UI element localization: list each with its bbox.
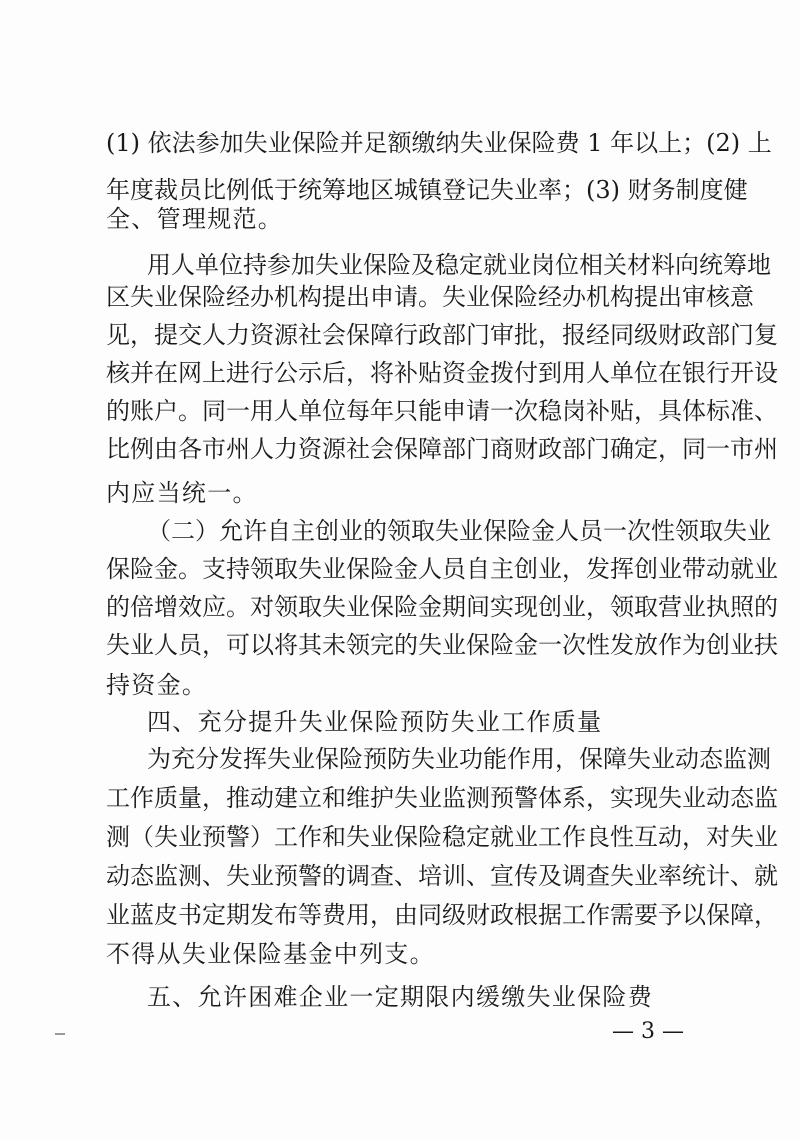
text-line: 不得从失业保险基金中列支。	[106, 940, 435, 968]
section-heading: 四、充分提升失业保险预防失业工作质量	[147, 708, 603, 736]
text-line: 区失业保险经办机构提出申请。失业保险经办机构提出审核意	[106, 283, 754, 311]
text-line: （二）允许自主创业的领取失业保险金人员一次性领取失业	[147, 517, 771, 545]
text-line: 测（失业预警）工作和失业保险稳定就业工作良性互动，对失业	[106, 823, 778, 851]
text-line: 持资金。	[106, 671, 208, 699]
page-number: — 3 —	[612, 1019, 684, 1044]
scan-mark	[55, 1033, 65, 1035]
section-heading: 五、允许困难企业一定期限内缓缴失业保险费	[147, 983, 653, 1011]
text-line: 的倍增效应。对领取失业保险金期间实现创业，领取营业执照的	[106, 593, 778, 621]
text-line: 动态监测、失业预警的调查、培训、宣传及调查失业率统计、就	[106, 862, 778, 890]
text-line: 的账户。同一用人单位每年只能申请一次稳岗补贴，具体标准、	[106, 397, 778, 425]
text-line: 内应当统一。	[106, 479, 258, 507]
text-line: 用人单位持参加失业保险及稳定就业岗位相关材料向统筹地	[147, 251, 771, 279]
text-line: 比例由各市州人力资源社会保障部门商财政部门确定，同一市州	[106, 435, 778, 463]
text-line: 为充分发挥失业保险预防失业功能作用，保障失业动态监测	[147, 745, 771, 773]
text-line: 保险金。支持领取失业保险金人员自主创业，发挥创业带动就业	[106, 555, 778, 583]
text-line: 失业人员，可以将其未领完的失业保险金一次性发放作为创业扶	[106, 631, 778, 659]
text-line: (1) 依法参加失业保险并足额缴纳失业保险费 1 年以上；(2) 上	[106, 129, 772, 157]
text-line: 工作质量，推动建立和维护失业监测预警体系，实现失业动态监	[106, 784, 778, 812]
text-line: 核并在网上进行公示后，将补贴资金拨付到用人单位在银行开设	[106, 359, 778, 387]
text-line: 全、管理规范。	[106, 205, 284, 233]
text-line: 年度裁员比例低于统筹地区城镇登记失业率；(3) 财务制度健	[106, 176, 748, 204]
text-line: 业蓝皮书定期发布等费用，由同级财政根据工作需要予以保障，	[106, 901, 778, 929]
text-line: 见，提交人力资源社会保障行政部门审批，报经同级财政部门复	[106, 321, 778, 349]
